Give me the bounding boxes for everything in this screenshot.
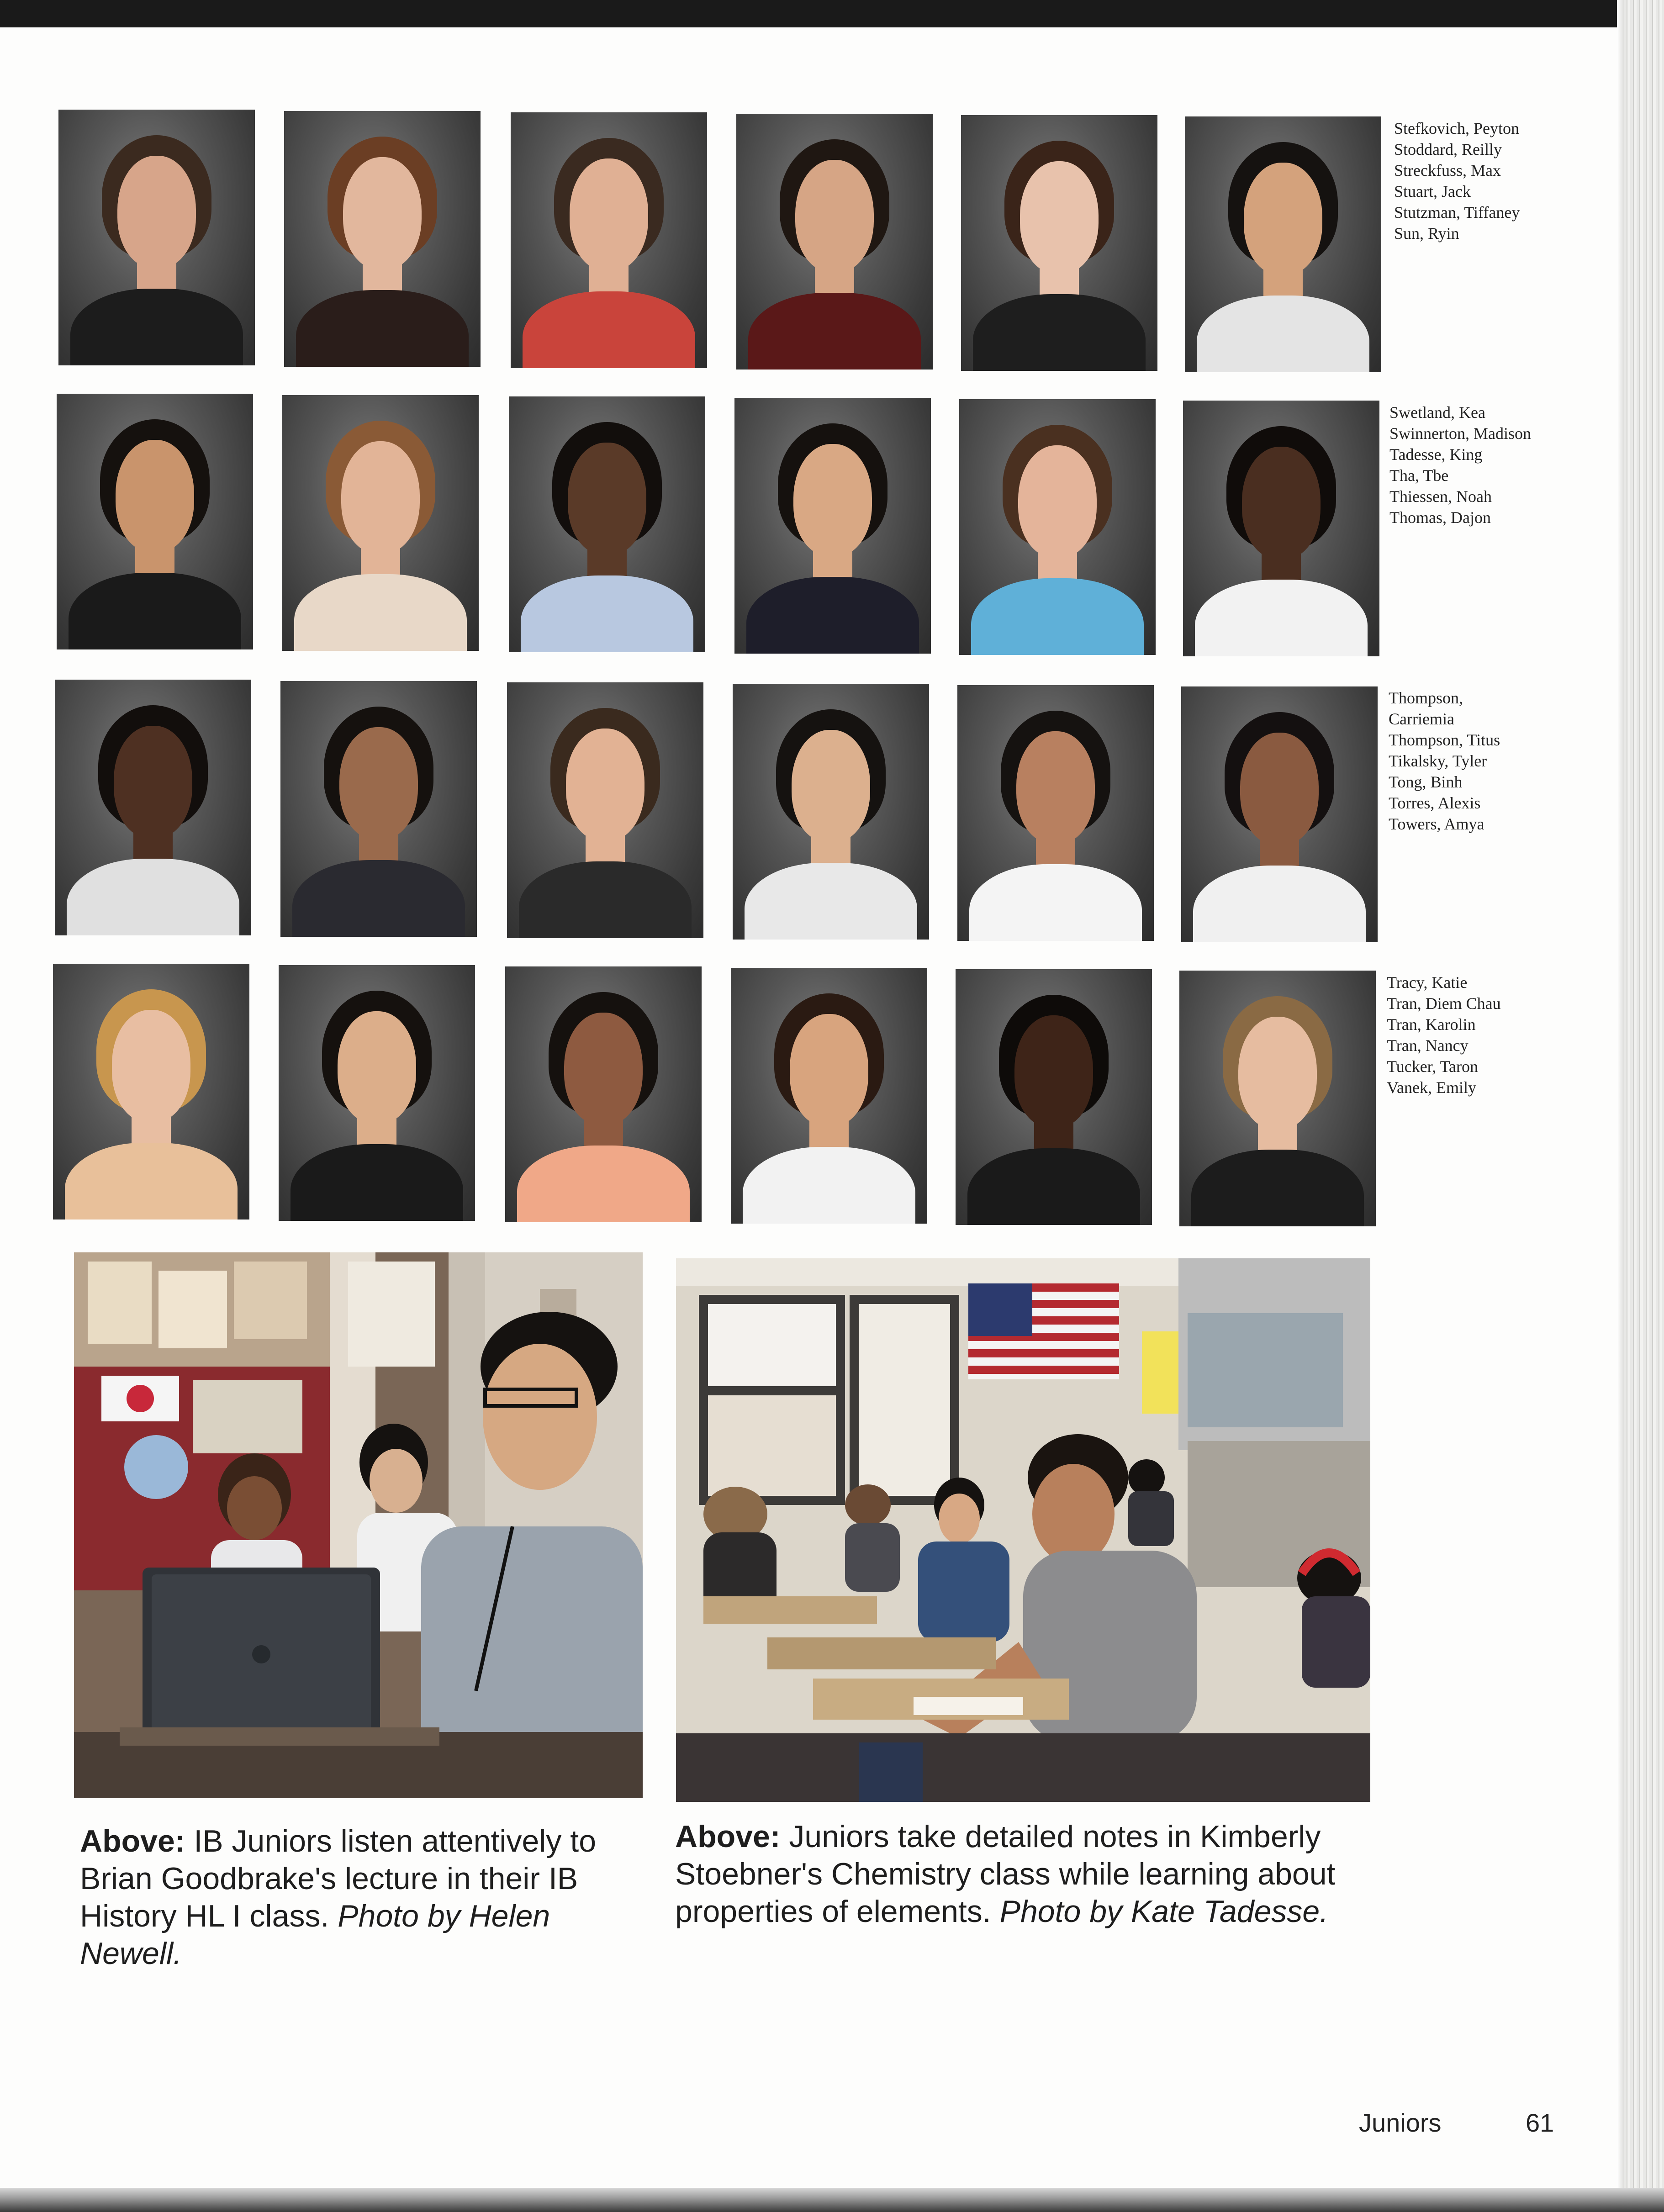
portrait-face: [568, 443, 646, 555]
student-name: Thiessen, Noah: [1389, 487, 1492, 506]
student-portrait: [57, 394, 253, 649]
student-portrait: [511, 112, 707, 368]
portrait-face: [1242, 447, 1321, 559]
candid-photo-history-class: [74, 1252, 643, 1798]
student-portrait: [1181, 686, 1378, 942]
student-name: Vanek, Emily: [1387, 1078, 1476, 1097]
photo-credit: Photo by Helen Newell.: [80, 1899, 550, 1971]
portrait-face: [1240, 733, 1319, 845]
caption-body: IB Juniors listen attentively to Brian Goodbrake's lecture in their IB History HL I class.: [80, 1824, 597, 1933]
portrait-shirt: [1195, 580, 1368, 656]
portrait-shirt: [296, 290, 469, 367]
classroom-scene-illustration: [676, 1258, 1370, 1802]
student-portrait: [55, 680, 251, 935]
student-name: Stefkovich, Peyton: [1394, 119, 1519, 137]
portrait-face: [1020, 161, 1099, 274]
student-name: Sun, Ryin: [1394, 224, 1459, 243]
portrait-face: [564, 1013, 643, 1125]
portrait-face: [116, 440, 194, 552]
portrait-face: [1238, 1017, 1317, 1129]
portrait-face: [570, 158, 648, 271]
portrait-shirt: [971, 578, 1144, 655]
portrait-shirt: [70, 289, 243, 365]
caption-body: Juniors take detailed notes in Kimberly Stoebner's Chemistry class while learning about properties of elements.: [675, 1819, 1336, 1929]
student-name: Tran, Karolin: [1387, 1015, 1476, 1034]
portrait-shirt: [67, 859, 239, 935]
portrait-shirt: [1193, 866, 1366, 942]
student-portrait: [1185, 116, 1381, 372]
name-list-row-2: [1389, 402, 1563, 528]
student-portrait: [284, 111, 481, 367]
caption-lead: Above:: [80, 1824, 185, 1858]
portrait-shirt: [292, 860, 465, 937]
student-portrait: [1183, 401, 1379, 656]
classroom-scene-illustration: [74, 1252, 643, 1798]
portrait-shirt: [748, 293, 921, 370]
candid-photo-chemistry-class: [676, 1258, 1370, 1802]
student-name: Thomas, Dajon: [1389, 508, 1491, 527]
student-portrait: [961, 115, 1157, 371]
student-portrait: [53, 964, 249, 1220]
section-title: Juniors: [1359, 2108, 1442, 2137]
student-portrait: [58, 110, 255, 365]
portrait-face: [341, 441, 420, 554]
name-list-row-1: [1394, 118, 1568, 244]
portrait-shirt: [746, 577, 919, 654]
caption-chemistry-class: [675, 1818, 1360, 1930]
portrait-face: [343, 157, 422, 269]
student-name: Stuart, Jack: [1394, 182, 1471, 201]
student-name: Tran, Diem Chau: [1387, 994, 1501, 1013]
caption-lead: Above:: [675, 1819, 781, 1854]
portrait-shirt: [967, 1148, 1140, 1225]
student-name: Swinnerton, Madison: [1389, 424, 1531, 443]
student-name: Tucker, Taron: [1387, 1057, 1479, 1076]
portrait-face: [795, 160, 874, 272]
photo-credit: Photo by Kate Tadesse.: [999, 1894, 1329, 1929]
portrait-face: [793, 444, 872, 556]
student-portrait: [505, 966, 702, 1222]
portrait-face: [1016, 731, 1095, 844]
portrait-shirt: [1197, 296, 1369, 372]
student-portrait: [957, 685, 1154, 941]
portrait-shirt: [291, 1144, 463, 1221]
portrait-shirt: [521, 575, 693, 652]
portrait-face: [566, 729, 644, 841]
student-name: Tong, Binh: [1389, 773, 1463, 791]
name-list-row-4: [1387, 972, 1560, 1098]
portrait-face: [790, 1014, 868, 1126]
portrait-shirt: [1191, 1150, 1364, 1226]
student-portrait: [279, 965, 475, 1221]
portrait-face: [1014, 1015, 1093, 1128]
student-portrait: [734, 398, 931, 654]
student-name: Tracy, Katie: [1387, 973, 1468, 992]
caption-history-class: [80, 1822, 646, 1972]
portrait-shirt: [294, 574, 467, 651]
portrait-face: [339, 727, 418, 839]
student-portrait: [736, 114, 933, 370]
student-portrait: [733, 684, 929, 940]
portrait-shirt: [969, 864, 1142, 941]
student-name: Tha, Tbe: [1389, 466, 1449, 485]
student-portrait: [509, 396, 705, 652]
student-portrait: [959, 399, 1156, 655]
portrait-shirt: [519, 861, 692, 938]
student-name: Thompson,: [1389, 689, 1463, 707]
portrait-face: [117, 156, 196, 268]
portrait-shirt: [743, 1147, 915, 1224]
student-portrait: [1179, 971, 1376, 1226]
student-portrait: [956, 969, 1152, 1225]
student-portrait: [731, 968, 927, 1224]
student-name: Carriemia: [1389, 710, 1454, 728]
student-name: Tikalsky, Tyler: [1389, 752, 1487, 770]
student-name: Torres, Alexis: [1389, 794, 1481, 812]
portrait-shirt: [517, 1146, 690, 1222]
student-name: Swetland, Kea: [1389, 403, 1485, 422]
american-flag: [968, 1283, 1119, 1379]
student-name: Tran, Nancy: [1387, 1036, 1469, 1055]
name-list-row-3: [1389, 687, 1562, 834]
scan-top-edge: [0, 0, 1664, 27]
portrait-face: [338, 1011, 416, 1124]
portrait-face: [1244, 163, 1322, 275]
page-number: 61: [1526, 2108, 1554, 2137]
portrait-face: [1018, 445, 1097, 558]
student-name: Stoddard, Reilly: [1394, 140, 1502, 158]
portrait-face: [114, 726, 192, 838]
portrait-shirt: [523, 291, 695, 368]
portrait-shirt: [65, 1143, 238, 1220]
student-name: Thompson, Titus: [1389, 731, 1500, 749]
portrait-shirt: [973, 294, 1146, 371]
scan-bottom-edge: [0, 2188, 1664, 2212]
book-spine-edges: [1624, 0, 1664, 2212]
portrait-shirt: [69, 573, 241, 649]
student-name: Towers, Amya: [1389, 815, 1484, 833]
student-portrait: [280, 681, 477, 937]
student-portrait: [282, 395, 479, 651]
student-name: Stutzman, Tiffaney: [1394, 203, 1520, 222]
student-name: Streckfuss, Max: [1394, 161, 1501, 179]
portrait-face: [792, 730, 870, 842]
student-portrait: [507, 682, 703, 938]
portrait-shirt: [745, 863, 917, 940]
portrait-face: [112, 1010, 190, 1122]
student-name: Tadesse, King: [1389, 445, 1483, 464]
